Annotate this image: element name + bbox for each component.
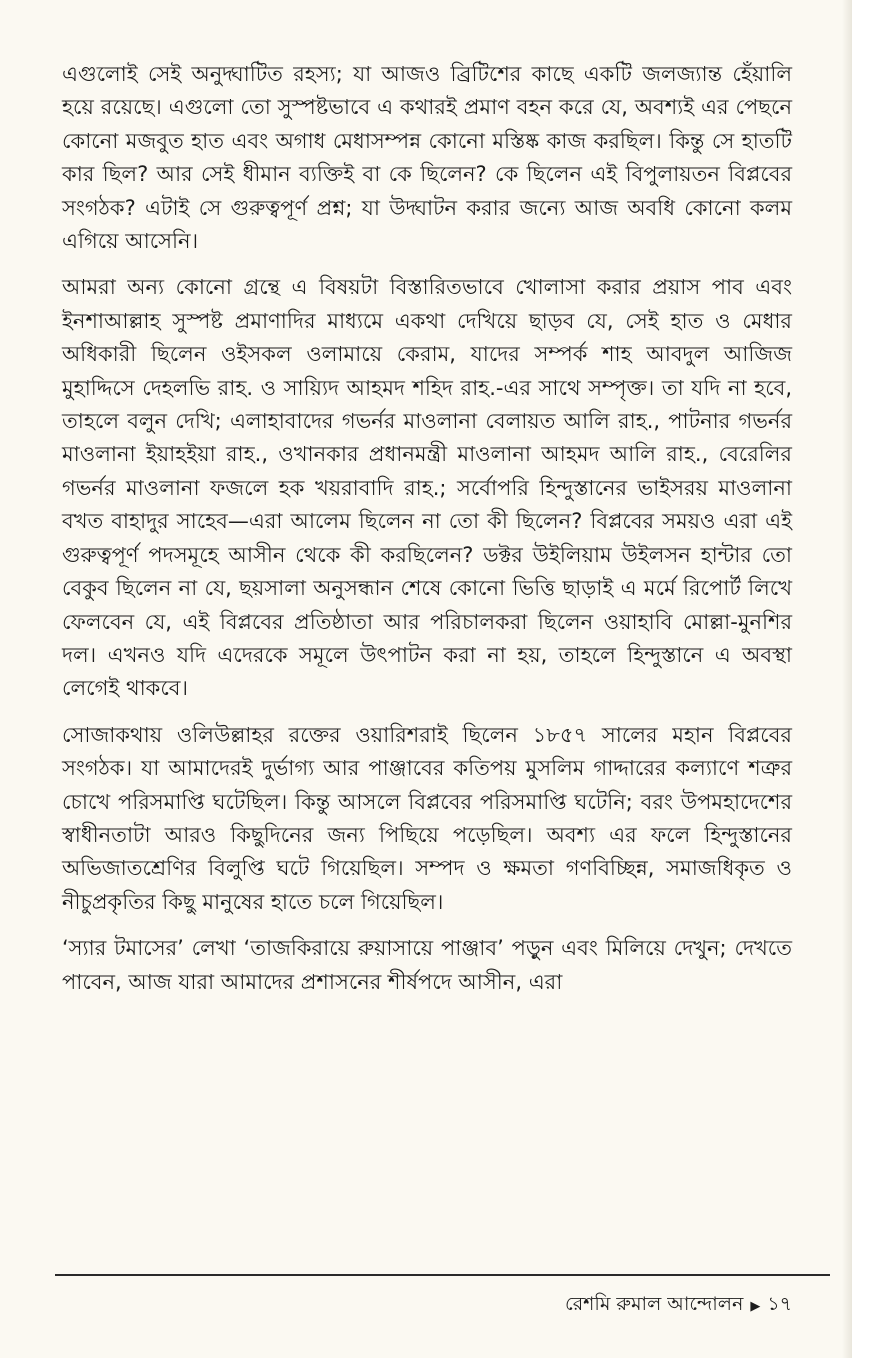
running-footer xyxy=(565,1290,792,1322)
paragraph-2: আমরা অন্য কোনো গ্রন্থে এ বিষয়টা বিস্তারিতভাবে খোলাসা করার প্রয়াস পাব এবং ইনশাআল্লাহ সুস্পষ্ট প্রমাণাদির মাধ্যমে একথা দেখিয়ে ছাড়ব যে, সেই হাত ও মেধার অধিকারী ছিলেন ওইসকল ওলামায়ে কেরাম, যাদের সম্পর্ক শাহ আবদুল আজিজ মুহাদ্দিসে দেহলভি রাহ. ও সায়্যিদ আহমদ শহিদ রাহ.-এর সাথে সম্পৃক্ত। তা যদি না হবে, তাহলে বলুন দেখি; এলাহাবাদের গভর্নর মাওলানা বেলায়ত আলি রাহ., পাটনার গভর্নর মাওলানা ইয়াহইয়া রাহ., ওখানকার প্রধানমন্ত্রী মাওলানা আহমদ আলি রাহ., বেরেলির গভর্নর মাওলানা ফজলে হক খয়রাবাদি রাহ.; সর্বোপরি হিন্দুস্তানের ভাইসরয় মাওলানা বখত বাহাদুর সাহেব—এরা আলেম ছিলেন না তো কী ছিলেন? বিপ্লবের সময়ও এরা এই গুরুত্বপূর্ণ পদসমূহে আসীন থেকে কী করছিলেন? ডক্টর উইলিয়াম উইলসন হান্টার তো বেকুব ছিলেন না যে, ছয়সালা অনুসন্ধান শেষে কোনো ভিত্তি ছাড়াই এ মর্মে রিপোর্ট লিখে ফেলবেন যে, এই বিপ্লবের প্রতিষ্ঠাতা আর পরিচালকরা ছিলেন ওয়াহাবি মোল্লা-মুনশির দল। এখনও যদি এদেরকে সমূলে উৎপাটন করা না হয়, তাহলে হিন্দুস্তানে এ অবস্থা লেগেই থাকবে। xyxy=(62,275,792,701)
paragraph-1: এগুলোই সেই অনুদ্ঘাটিত রহস্য; যা আজও ব্রিটিশের কাছে একটি জলজ্যান্ত হেঁয়ালি হয়ে রয়েছে। এগুলো তো সুস্পষ্টভাবে এ কথারই প্রমাণ বহন করে যে, অবশ্যই এর পেছনে কোনো মজবুত হাত এবং অগাধ মেধাসম্পন্ন কোনো মস্তিষ্ক কাজ করছিল। কিন্তু সে হাতটি কার ছিল? আর সেই ধীমান ব্যক্তিই বা কে ছিলেন? কে ছিলেন এই বিপুলায়তন বিপ্লবের সংগঠক? এটাই সে গুরুত্বপূর্ণ প্রশ্ন; যা উদ্ঘাটন করার জন্যে আজ অবধি কোনো কলম এগিয়ে আসেনি। xyxy=(62,62,792,254)
paragraph-3: সোজাকথায় ওলিউল্লাহর রক্তের ওয়ারিশরাই ছিলেন ১৮৫৭ সালের মহান বিপ্লবের সংগঠক। যা আমাদেরই দুর্ভাগ্য আর পাঞ্জাবের কতিপয় মুসলিম গাদ্দারের কল্যাণে শত্রুর চোখে পরিসমাপ্তি ঘটেছিল। কিন্তু আসলে বিপ্লবের পরিসমাপ্তি ঘটেনি; বরং উপমহাদেশের স্বাধীনতাটা আরও কিছুদিনের জন্য পিছিয়ে পড়েছিল। অবশ্য এর ফলে হিন্দুস্তানের অভিজাতশ্রেণির বিলুপ্তি ঘটে গিয়েছিল। সম্পদ ও ক্ষমতা গণবিচ্ছিন্ন, সমাজধিকৃত ও নীচুপ্রকৃতির কিছু মানুষের হাতে চলে গিয়েছিল। xyxy=(62,722,792,914)
body-text xyxy=(62,58,792,999)
page-number: ১৭ xyxy=(767,1293,792,1315)
paragraph-4: ‘স্যার টমাসের’ লেখা ‘তাজকিরায়ে রুয়াসায়ে পাঞ্জাব’ পড়ুন এবং মিলিয়ে দেখুন; দেখতে পাবেন, আজ যারা আমাদের প্রশাসনের শীর্ষপদে আসীন, এরা xyxy=(62,936,792,994)
triangle-right-icon: ▶ xyxy=(750,1298,761,1314)
footer-divider xyxy=(55,1274,830,1276)
footer-book-title: রেশমি রুমাল আন্দোলন xyxy=(565,1293,744,1315)
